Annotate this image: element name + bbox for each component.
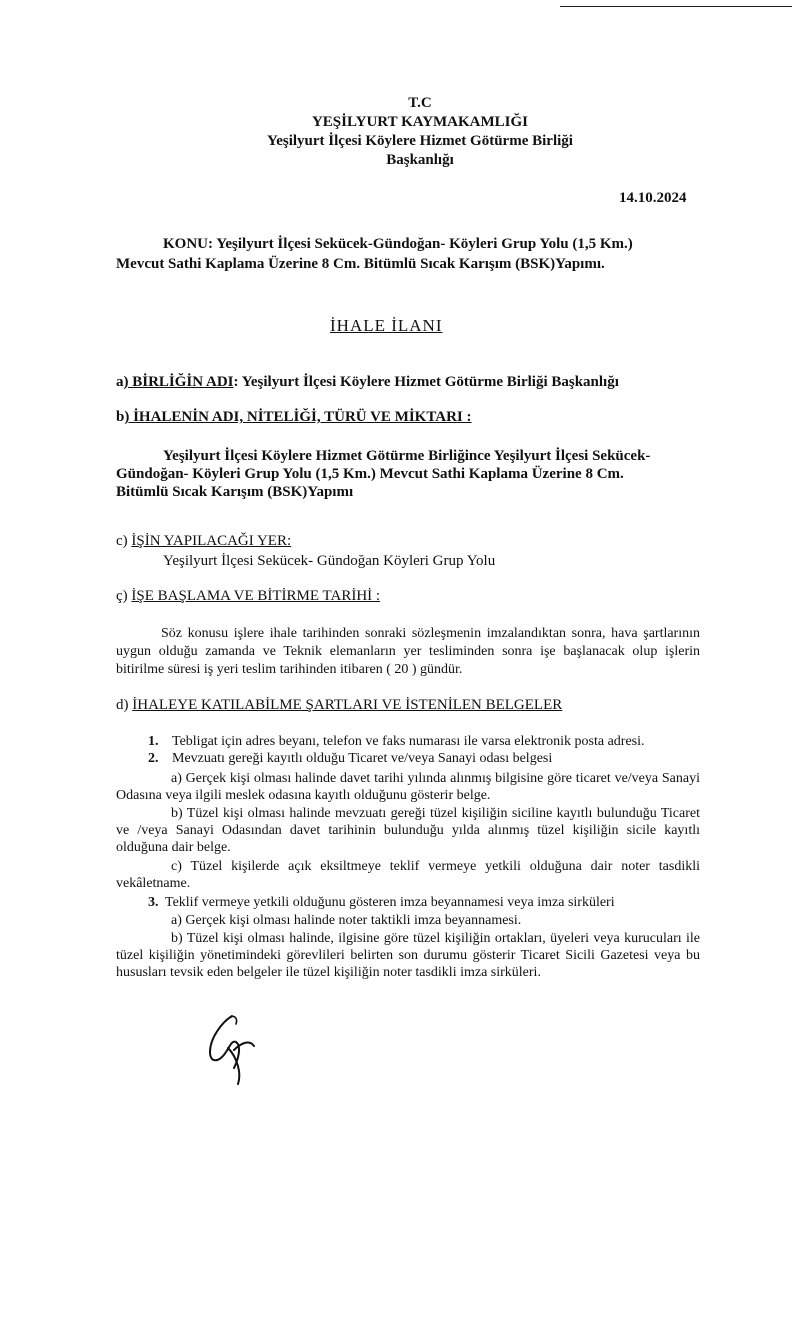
item-2c: c) Tüzel kişilerde açık eksiltmeye teklif vermeye yetkili olduğuna dair noter tasdikli vekâletname. xyxy=(116,859,700,891)
section-b-prefix: b xyxy=(116,409,125,425)
section-d-prefix: d) xyxy=(116,697,133,713)
item-1-number: 1. xyxy=(148,734,159,749)
header-presidency: Başkanlığı xyxy=(386,152,454,168)
section-b-line-3: Bitümlü Sıcak Karışım (BSK)Yapımı xyxy=(116,484,354,500)
item-2a: a) Gerçek kişi olması halinde davet tarihi yılında alınmış bilgisine göre ticaret ve/veya Sanayi Odasına veya ilgili meslek odasına kayıtlı olduğunu gösterir belge. xyxy=(116,771,700,803)
header-office: YEŞİLYURT KAYMAKAMLIĞI xyxy=(311,114,529,130)
section-b-label: ) İHALENİN ADI, NİTELİĞİ, TÜRÜ VE MİKTARI : xyxy=(124,409,472,425)
section-d-heading xyxy=(116,697,562,714)
section-cc-heading xyxy=(116,588,380,605)
section-c-prefix: c) xyxy=(116,533,132,549)
signature xyxy=(198,1012,262,1086)
section-c-heading xyxy=(116,533,291,550)
section-b-line-2: Gündoğan- Köyleri Grup Yolu (1,5 Km.) Mevcut Sathi Kaplama Üzerine 8 Cm. xyxy=(116,466,624,482)
section-b-line-1: Yeşilyurt İlçesi Köylere Hizmet Götürme Birliğince Yeşilyurt İlçesi Sekücek- xyxy=(163,448,651,464)
section-a-prefix: a xyxy=(116,374,124,390)
subject-line-2: Mevcut Sathi Kaplama Üzerine 8 Cm. Bitümlü Sıcak Karışım (BSK)Yapımı. xyxy=(116,256,605,272)
section-a-label: ) BİRLİĞİN ADI xyxy=(123,374,234,390)
section-b-heading xyxy=(116,409,472,426)
section-cc-label: İŞE BAŞLAMA VE BİTİRME TARİHİ : xyxy=(131,588,381,604)
item-2: Mevzuatı gereği kayıtlı olduğu Ticaret ve/veya Sanayi odası belgesi xyxy=(172,751,553,766)
header-union: Yeşilyurt İlçesi Köylere Hizmet Götürme Birliği xyxy=(267,133,573,149)
section-a xyxy=(116,374,619,391)
section-cc-paragraph: Söz konusu işlere ihale tarihinden sonraki sözleşmenin imzalandıktan sonra, hava şartlarının uygun olduğu zamanda ve Teknik elemanların yer tesliminden sonra işe başlanacak olup işlerin bitirilme süresi iş yeri teslim tarihinden itibaren ( 20 ) gündür. xyxy=(116,626,700,677)
section-d-label: İHALEYE KATILABİLME ŞARTLARI VE İSTENİLEN BELGELER xyxy=(132,697,563,713)
item-3a: a) Gerçek kişi olması halinde noter taktikli imza beyannamesi. xyxy=(171,913,522,928)
document-date: 14.10.2024 xyxy=(619,190,687,206)
top-rule xyxy=(560,6,792,7)
item-3-number: 3. xyxy=(148,895,159,910)
section-a-value: : Yeşilyurt İlçesi Köylere Hizmet Götürme Birliği Başkanlığı xyxy=(233,374,619,390)
item-2b: b) Tüzel kişi olması halinde mevzuatı gereği tüzel kişiliğin siciline kayıtlı bulunduğu Ticaret ve /veya Sanayi Odasından davet tarihinin bulunduğu yılda alınmış tüzel kişiliğin sicile kayıtlı olduğuna dair belge. xyxy=(116,806,700,855)
header-tc: T.C xyxy=(408,95,432,111)
item-2-number: 2. xyxy=(148,751,159,766)
page-title: İHALE İLANI xyxy=(330,316,443,335)
section-c-value: Yeşilyurt İlçesi Sekücek- Gündoğan Köyleri Grup Yolu xyxy=(163,553,496,569)
item-3b: b) Tüzel kişi olması halinde, ilgisine göre tüzel kişiliğin ortakları, üyeleri veya kurucuları ile tüzel kişiliğin yönetimindeki görevlileri belirten son durumu gösterir Ticaret Sicili Gazetesi veya bu hususları tevsik eden belgeler ile tüzel kişiliğin noter tasdikli imza sirküleri. xyxy=(116,931,700,980)
subject-line-1: KONU: Yeşilyurt İlçesi Sekücek-Gündoğan- Köyleri Grup Yolu (1,5 Km.) xyxy=(163,236,633,252)
item-1: Tebligat için adres beyanı, telefon ve faks numarası ile varsa elektronik posta adresi. xyxy=(172,734,645,749)
item-3: Teklif vermeye yetkili olduğunu gösteren imza beyannamesi veya imza sirküleri xyxy=(165,895,615,910)
section-cc-prefix: ç) xyxy=(116,588,132,604)
section-c-label: İŞİN YAPILACAĞI YER: xyxy=(131,533,292,549)
